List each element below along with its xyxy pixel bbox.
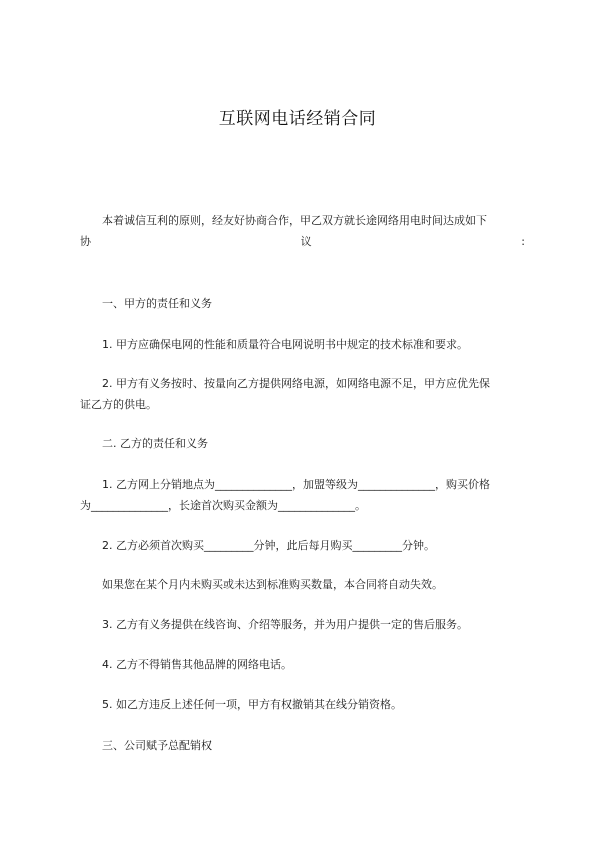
section-2-note-text: 如果您在某个月内未购买或未达到标准购买数量，本合同将自动失效。 [102,578,443,591]
page-title: 互联网电话经销合同 [218,109,377,129]
section-2-item-1 [80,474,525,516]
section-2-note [80,574,525,595]
intro-word-2: 议 [300,235,312,248]
section-3-heading [80,735,525,756]
intro-line-2 [80,231,525,252]
section-2-item-5 [80,694,525,715]
section-2-item-5-text: 5. 如乙方违反上述任何一项，甲方有权撤销其在线分销资格。 [102,698,402,711]
intro-line-1: 本着诚信互利的原则，经友好协商合作，甲乙双方就长途网络用电时间达成如下 [102,214,487,227]
intro-word-3: : [521,235,525,248]
section-2-item-2 [80,535,525,556]
section-2-item-3-text: 3. 乙方有义务提供在线咨询、介绍等服务，并为用户提供一定的售后服务。 [102,618,468,631]
section-2-item-1-line-1: 1. 乙方网上分销地点为______________，加盟等级为______________，购买价格 [102,478,490,491]
section-1-heading [80,293,525,314]
section-3-heading-text: 三、公司赋予总配销权 [102,739,212,752]
section-2-item-1-line-2: 为______________，长途首次购买金额为______________。 [80,499,366,512]
section-1-heading-text: 一、甲方的责任和义务 [102,297,212,310]
section-2-heading-text: 二. 乙方的责任和义务 [102,437,208,450]
section-1-item-2-line-1: 2. 甲方有义务按时、按量向乙方提供网络电源，如网络电源不足，甲方应优先保 [102,377,490,390]
intro-paragraph [80,210,525,252]
intro-word-1: 协 [80,235,91,248]
section-1-item-2-line-2: 证乙方的供电。 [80,398,157,411]
section-1-item-2 [80,373,525,415]
section-2-heading [80,433,525,454]
section-2-item-4-text: 4. 乙方不得销售其他品牌的网络电话。 [102,658,292,671]
section-2-item-2-text: 2. 乙方必须首次购买_________分钟，此后每月购买_________分钟。 [102,539,435,552]
section-1-item-1-text: 1. 甲方应确保电网的性能和质量符合电网说明书中规定的技术标准和要求。 [102,338,468,351]
section-2-item-4 [80,654,525,675]
section-2-item-3 [80,614,525,635]
section-1-item-1 [80,334,525,355]
